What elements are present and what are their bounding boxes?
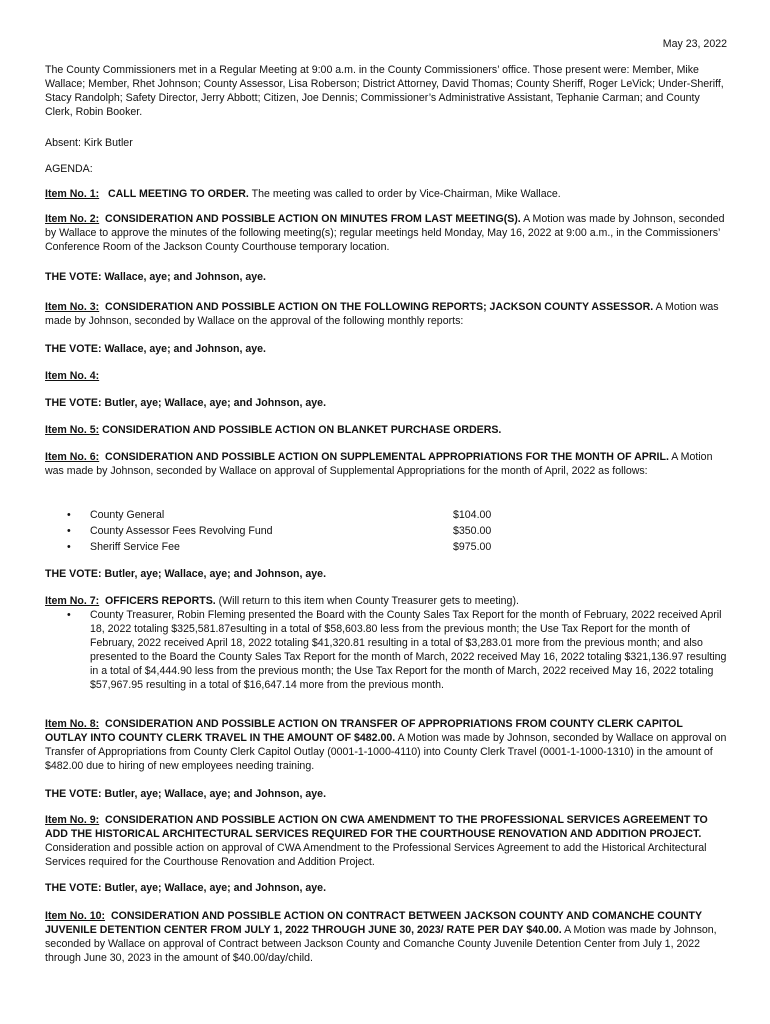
agenda-heading: AGENDA: xyxy=(45,163,93,175)
item-1-heading: CALL MEETING TO ORDER. xyxy=(108,188,249,200)
meeting-date: May 23, 2022 xyxy=(662,38,727,50)
item-2-label: Item No. 2: xyxy=(45,213,100,225)
item-4-vote: THE VOTE: Butler, aye; Wallace, aye; and Johnson, aye. xyxy=(45,397,327,409)
attendance-paragraph: The County Commissioners met in a Regular Meeting at 9:00 a.m. in the County Commissioners’ office. Those present were: Member, Mike Wallace; Member, Rhet Johnson; County Assessor, Lisa Roberson; District Attorney, David Thomas; County Sheriff, Roger LeVick; Under-Sheriff, Stacy Randolph; Safety Director, Jerry Abbott; Citizen, Joe Dennis; Commissioner’s Administrative Assistant, Tephanie Carman; and County Clerk, Robin Booker. xyxy=(45,64,724,118)
item-2-vote: THE VOTE: Wallace, aye; and Johnson, aye. xyxy=(45,271,266,283)
item-1-label: Item No. 1: xyxy=(45,188,100,200)
item-3-text: A Motion was made by Johnson, seconded by Wallace on the approval of the following monthly reports: xyxy=(45,301,719,327)
item-7 xyxy=(45,594,727,608)
item-9 xyxy=(45,813,727,869)
item-10-label: Item No. 10: xyxy=(45,910,106,922)
item-4-label: Item No. 4: xyxy=(45,370,100,382)
item-7-text: (Will return to this item when County Treasurer gets to meeting). xyxy=(215,595,519,607)
item-4 xyxy=(45,369,727,383)
bullet-icon: • xyxy=(67,609,71,621)
appropriation-amount: $104.00 xyxy=(453,509,492,521)
appropriation-label: County General xyxy=(90,509,165,521)
item-10 xyxy=(45,909,727,965)
appropriations-list xyxy=(45,508,727,556)
bullet-icon: • xyxy=(67,541,71,553)
bullet-icon: • xyxy=(67,525,71,537)
item-2 xyxy=(45,212,727,254)
item-8 xyxy=(45,717,727,773)
appropriation-amount: $975.00 xyxy=(453,541,492,553)
item-3 xyxy=(45,300,727,328)
list-item xyxy=(45,524,727,540)
item-1 xyxy=(45,187,727,201)
item-9-vote: THE VOTE: Butler, aye; Wallace, aye; and Johnson, aye. xyxy=(45,882,327,894)
item-5-heading: CONSIDERATION AND POSSIBLE ACTION ON BLANKET PURCHASE ORDERS. xyxy=(102,424,502,436)
appropriation-amount: $350.00 xyxy=(453,525,492,537)
item-10-heading: CONSIDERATION AND POSSIBLE ACTION ON CONTRACT BETWEEN JACKSON COUNTY AND COMANCHE COUNTY JUVENILE DETENTION CENTER FROM JULY 1, 2022 THROUGH JUNE 30, 2023/ RATE PER DAY $40.00. xyxy=(45,910,702,936)
treasurer-report-item xyxy=(45,608,727,692)
item-3-vote: THE VOTE: Wallace, aye; and Johnson, aye. xyxy=(45,343,266,355)
item-8-label: Item No. 8: xyxy=(45,718,100,730)
item-1-text: The meeting was called to order by Vice-Chairman, Mike Wallace. xyxy=(248,188,561,200)
item-2-heading: CONSIDERATION AND POSSIBLE ACTION ON MINUTES FROM LAST MEETING(S). xyxy=(105,213,521,225)
item-9-label: Item No. 9: xyxy=(45,814,100,826)
item-3-label: Item No. 3: xyxy=(45,301,100,313)
item-5-label: Item No. 5: xyxy=(45,424,100,436)
item-5 xyxy=(45,423,727,437)
item-7-label: Item No. 7: xyxy=(45,595,100,607)
item-9-text: Consideration and possible action on approval of CWA Amendment to the Professional Services Agreement to add the Historical Architectural Services required for the Courthouse Renovation and Addition Project. xyxy=(45,842,707,868)
appropriation-label: Sheriff Service Fee xyxy=(90,541,180,553)
minutes-page xyxy=(45,0,727,964)
item-9-heading: CONSIDERATION AND POSSIBLE ACTION ON CWA AMENDMENT TO THE PROFESSIONAL SERVICES AGREEMENT TO ADD THE HISTORICAL ARCHITECTURAL SERVICES REQUIRED FOR THE COURTHOUSE RENOVATION AND ADDITION PROJECT. xyxy=(45,814,708,840)
item-2-text: A Motion was made by Johnson, seconded by Wallace to approve the minutes of the following meeting(s); regular meetings held Monday, May 16, 2022 at 9:00 a.m., in the Commissioners’ Conference Room of the Jackson County Courthouse temporary location. xyxy=(45,213,725,253)
item-6-heading: CONSIDERATION AND POSSIBLE ACTION ON SUPPLEMENTAL APPROPRIATIONS FOR THE MONTH OF APRIL. xyxy=(105,451,669,463)
list-item xyxy=(45,508,727,524)
item-7-heading: OFFICERS REPORTS. xyxy=(105,595,216,607)
item-8-heading: CONSIDERATION AND POSSIBLE ACTION ON TRANSFER OF APPROPRIATIONS FROM COUNTY CLERK CAPITOL OUTLAY INTO COUNTY CLERK TRAVEL IN THE AMOUNT OF $482.00. xyxy=(45,718,683,744)
item-6-text: A Motion was made by Johnson, seconded by Wallace on approval of Supplemental Appropriations for the month of April, 2022 as follows: xyxy=(45,451,713,477)
item-6 xyxy=(45,450,727,478)
absent-line: Absent: Kirk Butler xyxy=(45,137,133,149)
bullet-icon: • xyxy=(67,509,71,521)
item-8-text: A Motion was made by Johnson, seconded by Wallace on approval on Transfer of Appropriations from County Clerk Capitol Outlay (0001-1-1000-4110) into County Clerk Travel (0001-1-1000-1310) in the amount of $482.00 due to hiring of new employees needing training. xyxy=(45,732,727,772)
treasurer-report-text: County Treasurer, Robin Fleming presented the Board with the County Sales Tax Report for the month of February, 2022 received April 18, 2022 totaling $325,581.87esulting in a total of $58,603.80 less from the previous month; the Use Tax Report for the month of February, 2022 received April 18, 2022 totaling $41,320.81 resulting in a total of $3,283.01 more from the previous month; and also presented to the Board the County Sales Tax Report for the month of March, 2022 received May 16, 2022 totaling $321,136.97 resulting in a total of $4,444.90 less from the previous month; the Use Tax Report for the month of March, 2022 received May 16, 2022 totaling $57,967.95 resulting in a total of $16,647.14 more from the previous month. xyxy=(90,609,727,691)
appropriation-label: County Assessor Fees Revolving Fund xyxy=(90,525,273,537)
list-item xyxy=(45,540,727,556)
item-8-vote: THE VOTE: Butler, aye; Wallace, aye; and Johnson, aye. xyxy=(45,788,327,800)
item-6-vote: THE VOTE: Butler, aye; Wallace, aye; and Johnson, aye. xyxy=(45,568,327,580)
item-6-label: Item No. 6: xyxy=(45,451,100,463)
item-3-heading: CONSIDERATION AND POSSIBLE ACTION ON THE FOLLOWING REPORTS; JACKSON COUNTY ASSESSOR. xyxy=(105,301,654,313)
item-10-text: A Motion was made by Johnson, seconded by Wallace on approval of Contract between Jackson County and Comanche County Juvenile Detention Center from July 1, 2022 through June 30, 2023 in the amount of $40.00/day/child. xyxy=(45,924,717,964)
